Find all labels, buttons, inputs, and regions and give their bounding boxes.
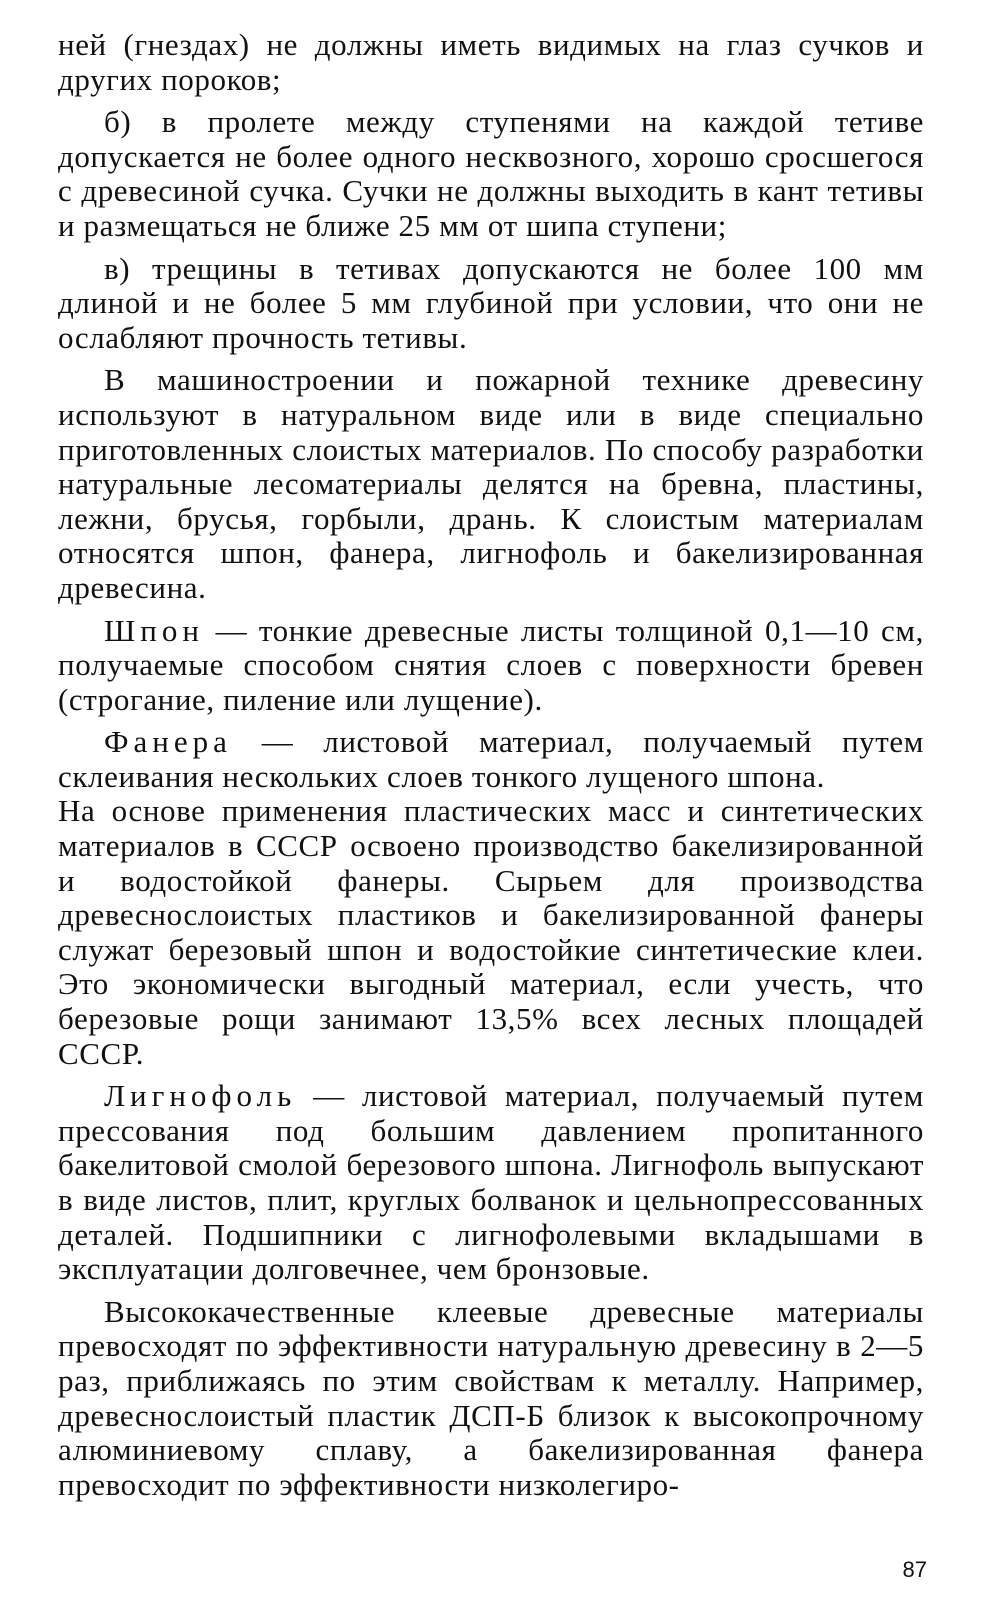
paragraph-machine-building: В машиностроении и пожарной технике древесину используют в натуральном виде или в виде специально приготовленных слоистых материалов. По способу разработки натуральные лесоматериалы делятся на бревна, пластины, лежни, брусья, горбыли, дрань. К слоистым материалам относятся шпон, фанера, лигнофоль и бакелизированная древесина. — [58, 362, 924, 605]
term-fanera: Фанера — [104, 724, 232, 760]
definition-fanera: — листовой материал, получаемый путем склеивания нескольких слоев тонкого лущеного шпона. — [58, 724, 924, 794]
paragraph-plastics: На основе применения пластических масс и синтетических материалов в СССР освоено производство бакелизированной и водостойкой фанеры. Сырьем для производства древеснослоистых пластиков и бакелизированной фанеры служат березовый шпон и водостойкие синтетические клеи. Это экономически выгодный материал, если учесть, что березовые рощи занимают 13,5% всех лесных площадей СССР. — [58, 793, 924, 1071]
paragraph-fanera — [58, 725, 924, 794]
paragraph-lignofol — [58, 1079, 924, 1287]
page-number: 87 — [902, 1557, 927, 1582]
paragraph-high-quality: Высококачественные клеевые древесные материалы превосходят по эффективности натуральную древесину в 2—5 раз, приближаясь по этим свойствам к металлу. Например, древеснослоистый пластик ДСП-Б близок к высокопрочному алюминиевому сплаву, а бакелизированная фанера превосходит по эффективности низколегиро- — [58, 1293, 924, 1502]
paragraph-shpon — [58, 614, 924, 718]
definition-shpon: — тонкие древесные листы толщиной 0,1—10 см, получаемые способом снятия слоев с поверхности бревен (строгание, пиление или лущение). — [58, 612, 924, 717]
page-body — [58, 28, 924, 1510]
paragraph-item-v: в) трещины в тетивах допускаются не более 100 мм длиной и не более 5 мм глубиной при условии, что они не ослабляют прочность тетивы. — [58, 250, 924, 355]
paragraph-continuation: ней (гнездах) не должны иметь видимых на глаз сучков и других пороков; — [58, 27, 924, 97]
term-shpon: Шпон — [104, 612, 204, 648]
definition-lignofol: — листовой материал, получаемый путем прессования под большим давлением пропитанного бакелитовой смолой березового шпона. Лигнофоль выпускают в виде листов, плит, круглых болванок и цельнопрессованных деталей. Подшипники с лигнофолевыми вкладышами в эксплуатации долговечнее, чем бронзовые. — [58, 1078, 924, 1287]
term-lignofol: Лигнофоль — [104, 1078, 297, 1114]
paragraph-item-b: б) в пролете между ступенями на каждой тетиве допускается не более одного несквозного, хорошо сросшегося с древесиной сучка. Сучки не должны выходить в кант тетивы и размещаться не ближе 25 мм от шипа ступени; — [58, 104, 924, 243]
